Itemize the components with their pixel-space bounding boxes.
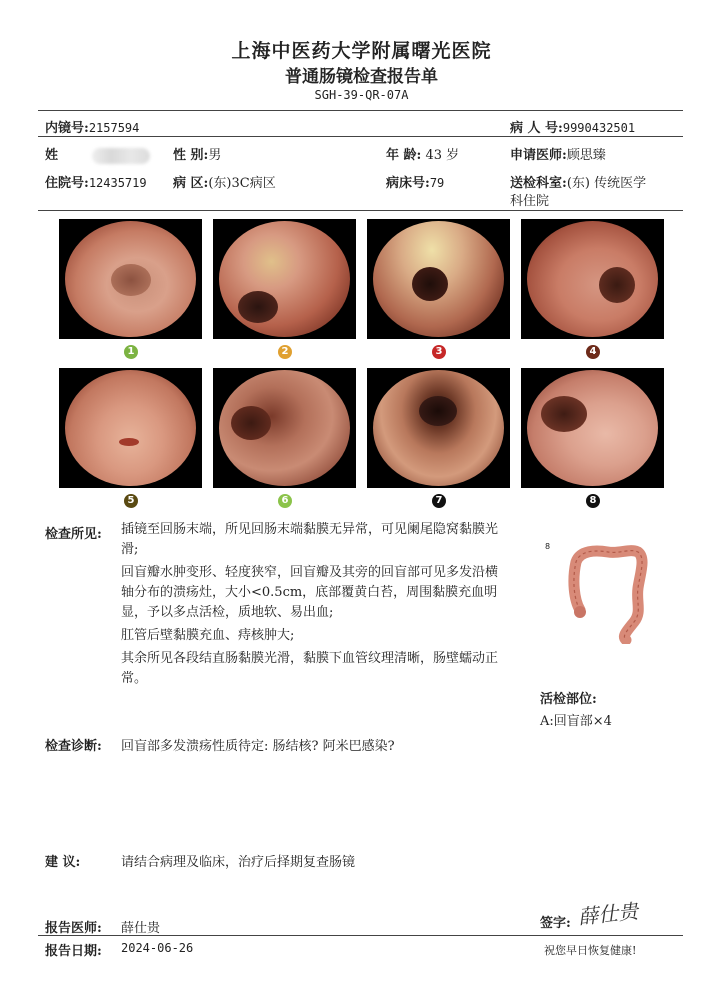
image-number-8: 8 bbox=[586, 494, 600, 508]
image-number-2: 2 bbox=[278, 345, 292, 359]
divider bbox=[38, 110, 683, 111]
report-title: 普通肠镜检查报告单 bbox=[285, 67, 438, 87]
form-code: SGH-39-QR-07A bbox=[314, 88, 409, 102]
endoscopy-image-5 bbox=[59, 368, 202, 488]
findings-paragraph: 回盲瓣水肿变形、轻度狭窄，回盲瓣及其旁的回盲部可见多发沿横轴分布的溃疡灶，大小<0.5cm，底部覆黄白苔，周围黏膜充血明显，予以多点活检，质地软、易出血; bbox=[121, 565, 499, 620]
diagnosis-label: 检查诊断: bbox=[45, 739, 102, 754]
inpatient-no: 住院号:12435719 bbox=[45, 176, 147, 191]
signature-label: 签字: bbox=[540, 916, 571, 931]
endoscopy-image-8 bbox=[521, 368, 664, 488]
endoscopy-image-2 bbox=[213, 219, 356, 339]
requesting-doctor: 申请医师:顾思臻 bbox=[510, 148, 606, 163]
findings-paragraph: 肛管后壁黏膜充血、痔核肿大; bbox=[121, 628, 295, 643]
findings-label: 检查所见: bbox=[45, 527, 102, 542]
report-date-label: 报告日期: bbox=[45, 944, 102, 959]
endoscopy-image-4 bbox=[521, 219, 664, 339]
referring-dept: 送检科室:(东) 传统医学 bbox=[510, 176, 647, 191]
image-number-4: 4 bbox=[586, 345, 600, 359]
patient-name: 姓 bbox=[45, 144, 150, 164]
report-doctor-label: 报告医师: bbox=[45, 921, 102, 936]
handwritten-signature: 薛仕贵 bbox=[577, 898, 640, 930]
diagnosis-value: 回盲部多发溃疡性质待定: 肠结核? 阿米巴感染? bbox=[121, 739, 395, 754]
image-number-3: 3 bbox=[432, 345, 446, 359]
biopsy-label: 活检部位: bbox=[540, 692, 597, 707]
image-number-6: 6 bbox=[278, 494, 292, 508]
redacted-name bbox=[92, 148, 150, 164]
age: 年 龄: 43 岁 bbox=[386, 148, 460, 163]
patient-id: 病 人 号:9990432501 bbox=[510, 121, 636, 136]
divider bbox=[38, 210, 683, 211]
referring-dept-line2: 科住院 bbox=[510, 194, 550, 209]
colon-diagram-icon bbox=[560, 540, 652, 644]
hospital-name: 上海中医药大学附属曙光医院 bbox=[231, 40, 492, 62]
image-number-7: 7 bbox=[432, 494, 446, 508]
image-number-1: 1 bbox=[124, 345, 138, 359]
endoscopy-image-3 bbox=[367, 219, 510, 339]
advice-value: 请结合病理及临床，治疗后择期复查肠镜 bbox=[121, 855, 356, 870]
biopsy-value: A:回盲部×4 bbox=[540, 714, 612, 729]
bed-no: 病床号:79 bbox=[386, 176, 445, 191]
colon-marker: 8 bbox=[545, 542, 551, 551]
image-number-5: 5 bbox=[124, 494, 138, 508]
ward: 病 区:(东)3C病区 bbox=[173, 176, 276, 191]
endoscopy-image-6 bbox=[213, 368, 356, 488]
endoscopy-image-7 bbox=[367, 368, 510, 488]
report-date-value: 2024-06-26 bbox=[121, 941, 194, 955]
findings-paragraph: 其余所见各段结直肠黏膜光滑，黏膜下血管纹理清晰，肠壁蠕动正常。 bbox=[121, 651, 499, 686]
wish-text: 祝您早日恢复健康! bbox=[544, 944, 637, 957]
report-doctor-value: 薛仕贵 bbox=[121, 921, 161, 936]
endoscope-no: 内镜号:2157594 bbox=[45, 121, 140, 136]
advice-label: 建 议: bbox=[45, 855, 81, 870]
findings-paragraph: 插镜至回肠末端，所见回肠末端黏膜无异常，可见阑尾隐窝黏膜光滑; bbox=[121, 522, 499, 557]
divider bbox=[38, 136, 683, 137]
divider bbox=[38, 935, 683, 936]
findings-text bbox=[121, 520, 509, 692]
endoscopy-image-1 bbox=[59, 219, 202, 339]
gender: 性 别:男 bbox=[173, 148, 222, 163]
